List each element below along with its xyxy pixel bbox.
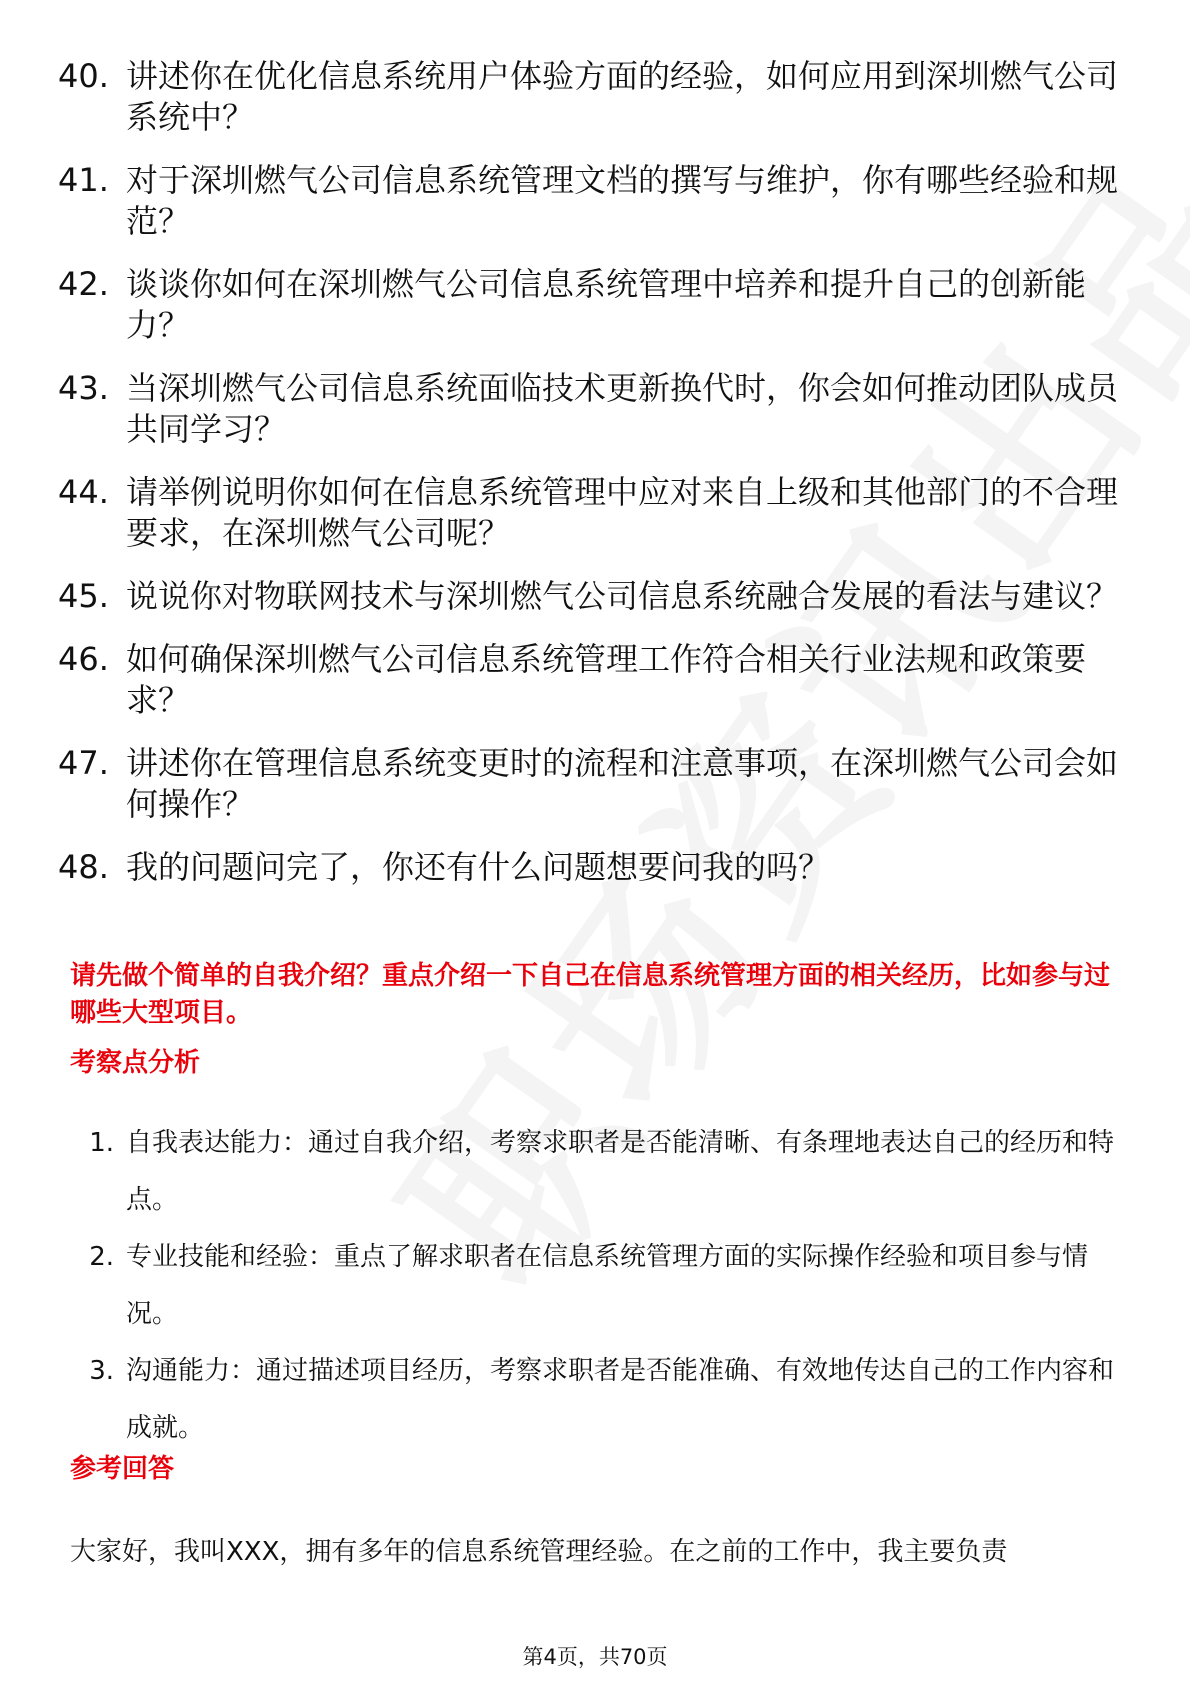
- question-item: [58, 743, 1138, 825]
- analysis-item: [70, 1343, 1130, 1457]
- question-number: 47.: [58, 744, 109, 782]
- page-footer: 第4页，共70页: [522, 1645, 668, 1669]
- question-number: 45.: [58, 577, 109, 615]
- analysis-number: 2.: [89, 1242, 114, 1272]
- question-number: 42.: [58, 265, 109, 303]
- question-item: [58, 847, 1138, 888]
- question-number: 40.: [58, 57, 109, 95]
- analysis-number: 1.: [89, 1128, 114, 1158]
- question-number: 48.: [58, 848, 109, 886]
- question-number: 44.: [58, 473, 109, 511]
- question-text: 我的问题问完了，你还有什么问题想要问我的吗？: [126, 848, 831, 886]
- analysis-text: 沟通能力：通过描述项目经历，考察求职者是否能准确、有效地传达自己的工作内容和成就。: [126, 1356, 1115, 1443]
- question-text: 对于深圳燃气公司信息系统管理文档的撰写与维护，你有哪些经验和规范？: [126, 161, 1119, 240]
- answer-heading: 参考回答: [70, 1454, 175, 1484]
- question-text: 如何确保深圳燃气公司信息系统管理工作符合相关行业法规和政策要求？: [126, 640, 1087, 719]
- highlight-question: 请先做个简单的自我介绍？重点介绍一下自己在信息系统管理方面的相关经历，比如参与过哪些大型项目。: [70, 961, 1111, 1028]
- question-text: 谈谈你如何在深圳燃气公司信息系统管理中培养和提升自己的创新能力？: [126, 265, 1087, 344]
- question-number: 46.: [58, 640, 109, 678]
- question-number: 41.: [58, 161, 109, 199]
- analysis-item: [70, 1115, 1130, 1229]
- question-text: 请举例说明你如何在信息系统管理中应对来自上级和其他部门的不合理要求，在深圳燃气公司呢？: [126, 473, 1119, 552]
- question-list: [58, 56, 1138, 910]
- question-text: 当深圳燃气公司信息系统面临技术更新换代时，你会如何推动团队成员共同学习？: [126, 369, 1119, 448]
- analysis-heading: 考察点分析: [70, 1048, 201, 1078]
- question-item: [58, 160, 1138, 242]
- answer-paragraph: 大家好，我叫XXX，拥有多年的信息系统管理经验。在之前的工作中，我主要负责: [70, 1537, 1008, 1567]
- analysis-text: 专业技能和经验：重点了解求职者在信息系统管理方面的实际操作经验和项目参与情况。: [126, 1242, 1089, 1329]
- question-item: [58, 576, 1138, 617]
- question-item: [58, 56, 1138, 138]
- analysis-text: 自我表达能力：通过自我介绍，考察求职者是否能清晰、有条理地表达自己的经历和特点。: [126, 1128, 1115, 1215]
- analysis-item: [70, 1229, 1130, 1343]
- question-text: 讲述你在优化信息系统用户体验方面的经验，如何应用到深圳燃气公司系统中？: [126, 57, 1119, 136]
- question-text: 说说你对物联网技术与深圳燃气公司信息系统融合发展的看法与建议？: [126, 577, 1119, 615]
- question-item: [58, 639, 1138, 721]
- question-text: 讲述你在管理信息系统变更时的流程和注意事项，在深圳燃气公司会如何操作？: [126, 744, 1119, 823]
- question-item: [58, 368, 1138, 450]
- analysis-list: [70, 1115, 1130, 1457]
- question-item: [58, 472, 1138, 554]
- analysis-number: 3.: [89, 1356, 114, 1386]
- question-number: 43.: [58, 369, 109, 407]
- question-item: [58, 264, 1138, 346]
